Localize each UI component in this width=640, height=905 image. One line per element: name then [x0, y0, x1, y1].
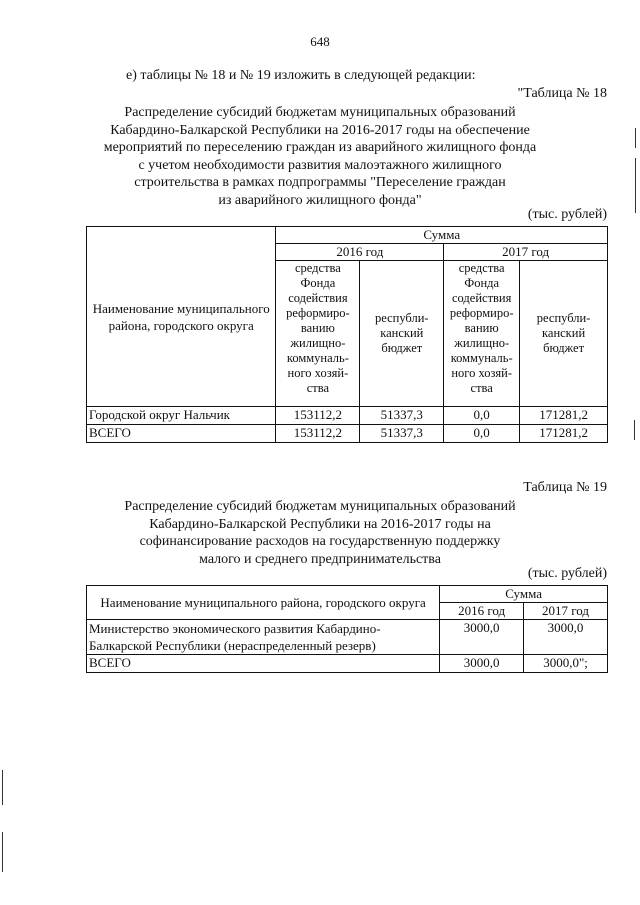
table-row: [87, 620, 608, 655]
row-value: 153112,2: [276, 425, 360, 443]
row-value: 51337,3: [360, 407, 444, 425]
intro-text: е) таблицы № 18 и № 19 изложить в следующей редакции:: [126, 68, 476, 83]
row-value: 171281,2: [520, 407, 608, 425]
title-line: Распределение субсидий бюджетам муниципальных образований: [124, 499, 516, 514]
title-line: Кабардино-Балкарской Республики на 2016-2017 годы на обеспечение: [110, 122, 530, 138]
header-budget-2017: республи-канский бюджет: [520, 261, 608, 407]
row-value: 3000,0: [524, 620, 608, 655]
title-line: софинансирование расходов на государственную поддержку: [139, 534, 501, 549]
title-line: мероприятий по переселению граждан из аварийного жилищного фонда: [103, 140, 537, 155]
title-line: с учетом необходимости развития малоэтажного жилищного: [138, 157, 502, 173]
header-budget-2016: республи-канский бюджет: [360, 261, 444, 407]
row-value: 0,0: [444, 425, 520, 443]
table-18-title: [60, 104, 580, 209]
table-18-units: (тыс. рублей): [527, 207, 607, 222]
row-value: 3000,0: [440, 655, 524, 673]
row-value: 51337,3: [360, 425, 444, 443]
header-year-2017: 2017 год: [444, 244, 608, 261]
scan-margin-mark: [2, 832, 3, 872]
table-row: [87, 655, 608, 673]
table-18: [86, 226, 608, 443]
header-year-2017: 2017 год: [524, 603, 608, 620]
title-line: Распределение субсидий бюджетам муниципальных образований: [124, 105, 516, 120]
table-19: [86, 585, 608, 673]
title-line: строительства в рамках подпрограммы "Переселение граждан: [134, 175, 506, 190]
scan-margin-mark: [635, 158, 636, 213]
title-line: Кабардино-Балкарской Республики на 2016-2017 годы на: [149, 516, 491, 532]
table-19-label: Таблица № 19: [523, 480, 607, 495]
row-value: 0,0: [444, 407, 520, 425]
row-name: Городской округ Нальчик: [87, 407, 276, 425]
table-row: [87, 407, 608, 425]
header-sum: Сумма: [440, 586, 608, 603]
table-19-title: [60, 498, 580, 568]
table-19-units: (тыс. рублей): [527, 566, 607, 581]
row-value: 3000,0: [440, 620, 524, 655]
row-value: 153112,2: [276, 407, 360, 425]
row-value: 171281,2: [520, 425, 608, 443]
header-name: Наименование муниципального района, городского округа: [87, 586, 440, 620]
title-line: из аварийного жилищного фонда": [218, 192, 422, 208]
header-fund-2017: средства Фонда содействия реформиро-ванию жилищно-коммуналь-ного хозяй-ства: [444, 261, 520, 407]
row-value: 3000,0";: [524, 655, 608, 673]
header-sum: Сумма: [276, 227, 608, 244]
table-18-label: "Таблица № 18: [517, 86, 607, 101]
page-number: 648: [310, 34, 330, 49]
header-year-2016: 2016 год: [440, 603, 524, 620]
scan-margin-mark: [634, 420, 635, 440]
scan-margin-mark: [2, 770, 3, 805]
scan-margin-mark: [635, 128, 636, 148]
header-fund-2016: средства Фонда содействия реформиро-ванию жилищно-коммуналь-ного хозяй-ства: [276, 261, 360, 407]
title-line: малого и среднего предпринимательства: [199, 551, 441, 567]
table-row: [87, 425, 608, 443]
row-name: Министерство экономического развития Кабардино-Балкарской Республики (нераспределенный резерв): [87, 620, 440, 655]
header-year-2016: 2016 год: [276, 244, 444, 261]
row-name: ВСЕГО: [87, 655, 440, 673]
header-name: Наименование муниципального района, городского округа: [87, 227, 276, 407]
row-name: ВСЕГО: [87, 425, 276, 443]
